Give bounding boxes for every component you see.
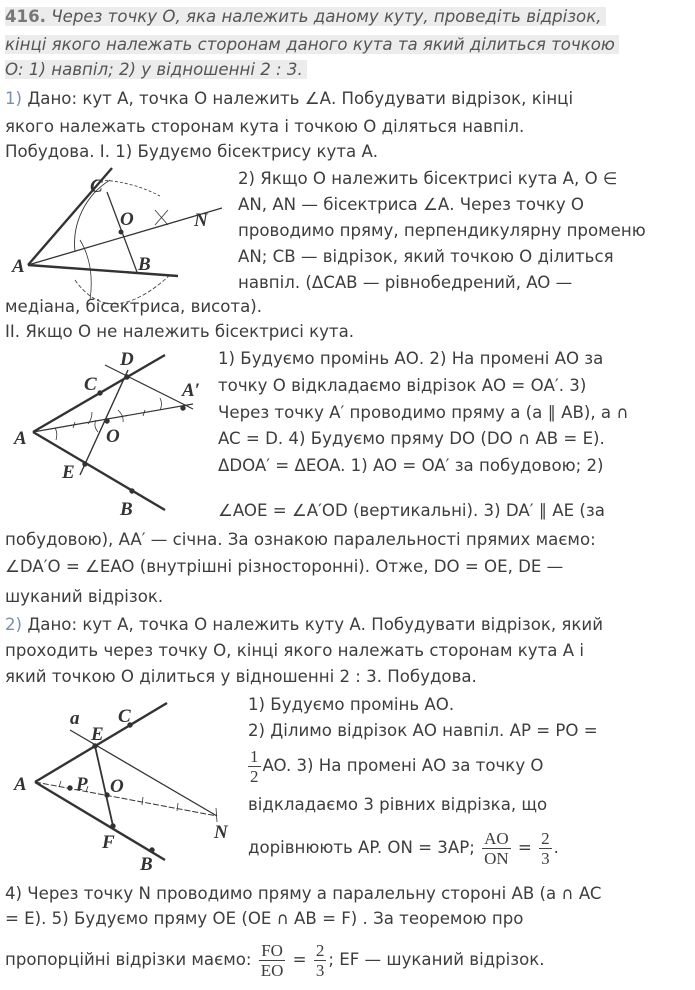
fraction-fo-eo: $\frac{FO}{EO}$ [260,941,284,980]
text-line-with-fraction: пропорційні відрізки маємо: $\frac{FO}{EO}$ = $\frac{2}{3}$ ; EF — шуканий відрізок. [5,941,545,980]
problem-number: 416. [5,7,46,26]
label-o: O [110,776,124,797]
text-line: шуканий відрізок. [5,587,164,606]
label-b: B [140,854,153,875]
label-n: N [214,822,228,843]
text-line: побудовою), AA′ — січна. За ознакою паралельності прямих маємо: [5,530,596,549]
fraction-one-half: $\frac{1}{2}$ [250,747,259,786]
label-c: C [90,176,103,197]
text-line: відкладаємо 3 рівних відрізка, що [248,795,548,814]
figure-1-lines [28,168,222,304]
label-e: E [62,462,75,483]
text-line: Побудова. I. 1) Будуємо бісектрису кута А. [5,142,379,161]
label-c: C [84,374,97,395]
text-line: ∠DA′O = ∠EAO (внутрішні різносторонні). Отже, DO = OE, DE — [5,557,564,576]
label-n: N [194,210,208,231]
label-a-prime: A′ [182,380,201,401]
text-line: 4) Через точку N проводимо пряму a паралельну стороні AB (a ∩ AC [5,884,602,903]
part2-given: 2) Дано: кут А, точка О належить куту А. Побудувати відрізок, який [5,615,603,634]
label-a: A [14,428,27,449]
label-b: B [120,499,133,520]
label-b: B [138,254,151,275]
text-line: 1) Будуємо промінь АО. [248,695,455,714]
text-line: ΔDOA′ = ΔEOA. 1) AO = OA′ за побудовою; 2) [218,456,604,475]
fraction-ao-on: $\frac{AO}{ON}$ [484,829,509,868]
text-line: ∠AOE = ∠A′OD (вертикальні). 3) DA′ ∥ AE (за [218,501,605,520]
text-line: навпіл. (ΔCAB — рівнобедрений, AO — [238,273,573,292]
text-line-with-fraction: дорівнюють AP. ON = 3AP; $\frac{AO}{ON}$ = $\frac{2}{3}$ . [248,829,559,868]
text-line: AC = D. 4) Будуємо пряму DO (DO ∩ AB = E). [218,429,605,448]
text-line: 2) Якщо О належить бісектрисі кута А, О ∈ [238,169,618,188]
problem-text: Через точку О, яка належить даному куту, проведіть відрізок, [51,7,602,26]
text-line: II. Якщо О не належить бісектрисі кута. [5,322,355,341]
text-line: якого належать сторонам кута і точкою О діляться навпіл. [5,117,525,136]
text-line: який точкою О ділиться у відношенні 2 : 3. Побудова. [5,667,477,686]
problem-line-3: О: 1) навпіл; 2) у відношенні 2 : 3. [5,59,307,81]
label-p: P [76,774,88,795]
text-line: AN, AN — бісектриса ∠А. Через точку О [238,195,584,214]
text-line: проводимо пряму, перпендикулярну променю [238,221,646,240]
label-e: E [91,724,104,745]
label-line-a: a [70,708,80,729]
text-line: = E). 5) Будуємо пряму OE (OE ∩ AB = F) . За теоремою про [5,909,524,928]
label-o: O [120,209,134,230]
text-line: Через точку А′ проводимо пряму a (a ∥ AB), a ∩ [218,403,629,422]
label-a: A [14,774,27,795]
text-line: проходить через точку О, кінці якого належать сторонам кута А і [5,641,584,660]
text-line: 1) Будуємо промінь АО. 2) На промені АО за [218,349,604,368]
label-c: C [118,706,131,727]
fraction-two-thirds: $\frac{2}{3}$ [315,941,325,980]
text-line: 2) Ділимо відрізок АО навпіл. AP = PO = [248,721,598,740]
text-line: медіана, бісектриса, висота). [5,297,262,316]
label-d: D [120,349,134,370]
problem-line-2: кінці якого належать сторонам даного кута та який ділиться точкою [5,34,619,56]
text-line-with-fraction: $\frac{1}{2}$ AO. 3) На промені АО за точку О [250,747,544,786]
fraction-two-thirds: $\frac{2}{3}$ [541,829,550,868]
text-line: точку О відкладаємо відрізок АО = ОА′. 3) [218,376,587,395]
label-f: F [102,832,115,853]
text-line: AN; CB — відрізок, який точкою О ділиться [238,247,614,266]
part1-given: 1) Дано: кут А, точка О належить ∠А. Побудувати відрізок, кінці [5,89,574,108]
label-a: A [12,256,25,277]
label-o: O [106,426,120,447]
